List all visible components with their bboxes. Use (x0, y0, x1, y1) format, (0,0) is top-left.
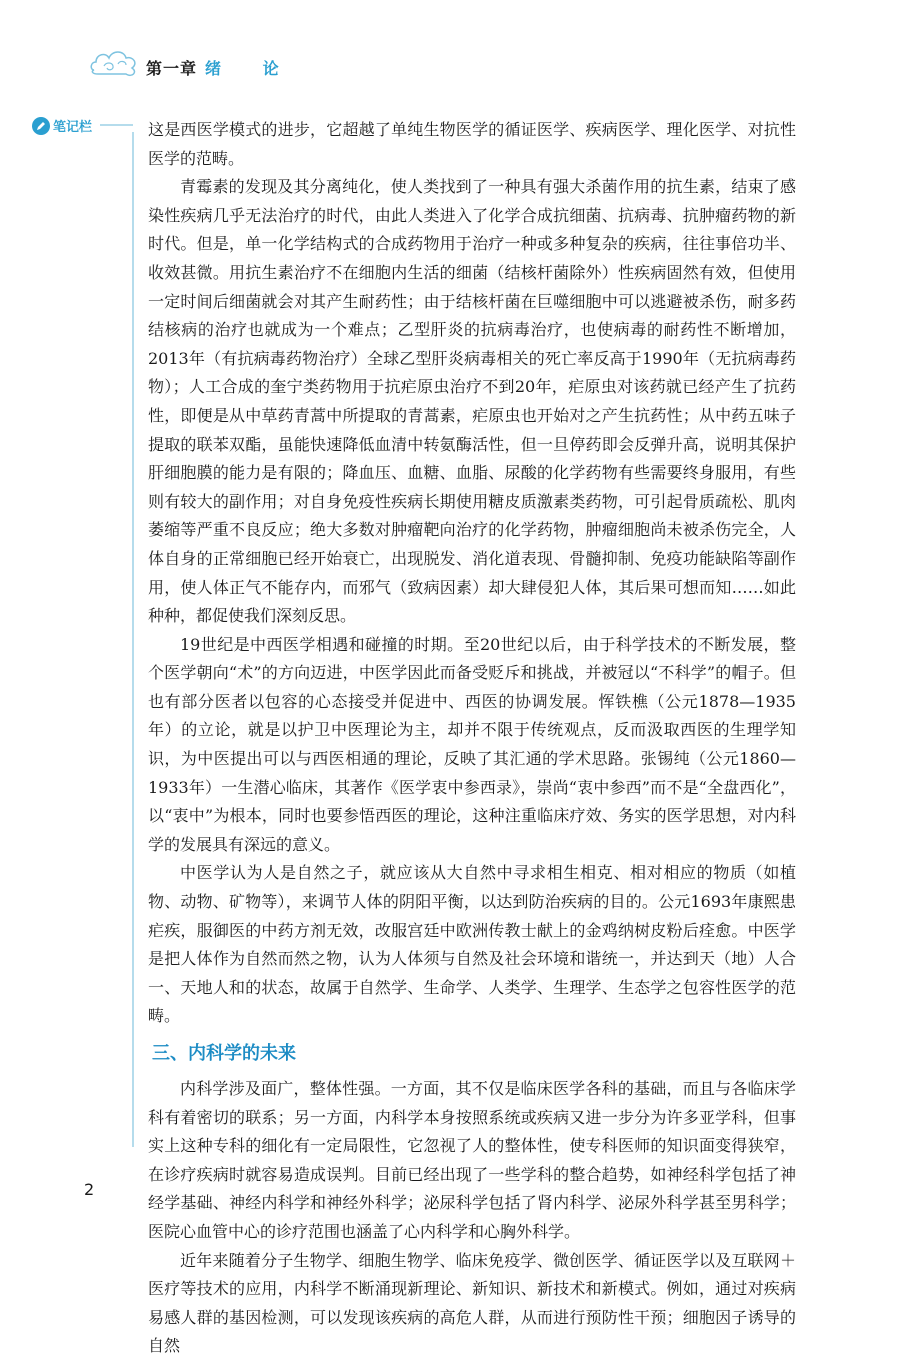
notes-divider-horizontal (100, 124, 133, 126)
notes-column-label (32, 116, 92, 135)
main-text (148, 116, 796, 1361)
notes-label: 笔记栏 (53, 120, 93, 135)
cloud-ornament-icon (88, 44, 140, 80)
paragraph: 中医学认为人是自然之子，就应该从大自然中寻求相生相克、相对相应的物质（如植物、动物、矿物等），来调节人体的阴阳平衡，以达到防治疾病的目的。公元1693年康熙患疟疾，服御医的中药方剂无效，改服宫廷中欧洲传教士献上的金鸡纳树皮粉后痊愈。中医学是把人体作为自然而然之物，认为人体须与自然及社会环境和谐统一，并达到天（地）人合一、天地人和的状态，故属于自然学、生命学、人类学、生理学、生态学之包容性医学的范畴。 (148, 863, 796, 1026)
notes-divider-vertical (132, 132, 134, 1147)
paragraph: 这是西医学模式的进步，它超越了单纯生物医学的循证医学、疾病医学、理化医学、对抗性医学的范畴。 (148, 120, 796, 168)
paragraph: 近年来随着分子生物学、细胞生物学、临床免疫学、微创医学、循证医学以及互联网＋医疗等技术的应用，内科学不断涌现新理论、新知识、新技术和新模式。例如，通过对疾病易感人群的基因检测，可以发现该疾病的高危人群，从而进行预防性干预；细胞因子诱导的自然 (148, 1250, 796, 1356)
chapter-heading (146, 56, 297, 79)
chapter-number: 第一章 (146, 59, 198, 78)
pencil-note-icon (32, 117, 50, 135)
chapter-name: 绪 论 (205, 59, 297, 78)
paragraph: 19世纪是中西医学相遇和碰撞的时期。至20世纪以后，由于科学技术的不断发展，整个医学朝向“术”的方向迈进，中医学因此而备受贬斥和挑战，并被冠以“不科学”的帽子。但也有部分医者以包容的心态接受并促进中、西医的协调发展。恽铁樵（公元1878—1935年）的立论，就是以护卫中医理论为主，却并不限于传统观点，反而汲取西医的生理学知识，为中医提出可以与西医相通的理论，反映了其汇通的学术思路。张锡纯（公元1860—1933年）一生潜心临床，其著作《医学衷中参西录》，崇尚“衷中参西”而不是“全盘西化”，以“衷中”为根本，同时也要参悟西医的理论，这种注重临床疗效、务实的医学思想，对内科学的发展具有深远的意义。 (148, 634, 796, 854)
paragraph: 内科学涉及面广，整体性强。一方面，其不仅是临床医学各科的基础，而且与各临床学科有着密切的联系；另一方面，内科学本身按照系统或疾病又进一步分为许多亚学科，但事实上这种专科的细化有一定局限性，它忽视了人的整体性，使专科医师的知识面变得狭窄，在诊疗疾病时就容易造成误判。目前已经出现了一些学科的整合趋势，如神经科学包括了神经学基础、神经内科学和神经外科学；泌尿科学包括了肾内科学、泌尿外科学甚至男科学；医院心血管中心的诊疗范围也涵盖了心内科学和心胸外科学。 (148, 1079, 796, 1241)
page-header (0, 0, 900, 110)
paragraph: 青霉素的发现及其分离纯化，使人类找到了一种具有强大杀菌作用的抗生素，结束了感染性疾病几乎无法治疗的时代，由此人类进入了化学合成抗细菌、抗病毒、抗肿瘤药物的新时代。但是，单一化学结构式的合成药物用于治疗一种或多种复杂的疾病，往往事倍功半、收效甚微。用抗生素治疗不在细胞内生活的细菌（结核杆菌除外）性疾病固然有效，但使用一定时间后细菌就会对其产生耐药性；由于结核杆菌在巨噬细胞中可以逃避被杀伤，耐多药结核病的治疗也就成为一个难点；乙型肝炎的抗病毒治疗，也使病毒的耐药性不断增加，2013年（有抗病毒药物治疗）全球乙型肝炎病毒相关的死亡率反高于1990年（无抗病毒药物）；人工合成的奎宁类药物用于抗疟原虫治疗不到20年，疟原虫对该药就已经产生了抗药性，即便是从中草药青蒿中所提取的青蒿素，疟原虫也开始对之产生抗药性；从中药五味子提取的联苯双酯，虽能快速降低血清中转氨酶活性，但一旦停药即会反弹升高，说明其保护肝细胞膜的能力是有限的；降血压、血糖、血脂、尿酸的化学药物有些需要终身服用，有些则有较大的副作用；对自身免疫性疾病长期使用糖皮质激素类药物，可引起骨质疏松、肌肉萎缩等严重不良反应；绝大多数对肿瘤靶向治疗的化学药物，肿瘤细胞尚未被杀伤完全，人体自身的正常细胞已经开始衰亡，出现脱发、消化道表现、骨髓抑制、免疫功能缺陷等副作用，使人体正气不能存内，而邪气（致病因素）却大肆侵犯人体，其后果可想而知……如此种种，都促使我们深刻反思。 (148, 177, 796, 626)
page-number: 2 (84, 1180, 95, 1199)
section-title: 三、内科学的未来 (152, 1043, 296, 1064)
